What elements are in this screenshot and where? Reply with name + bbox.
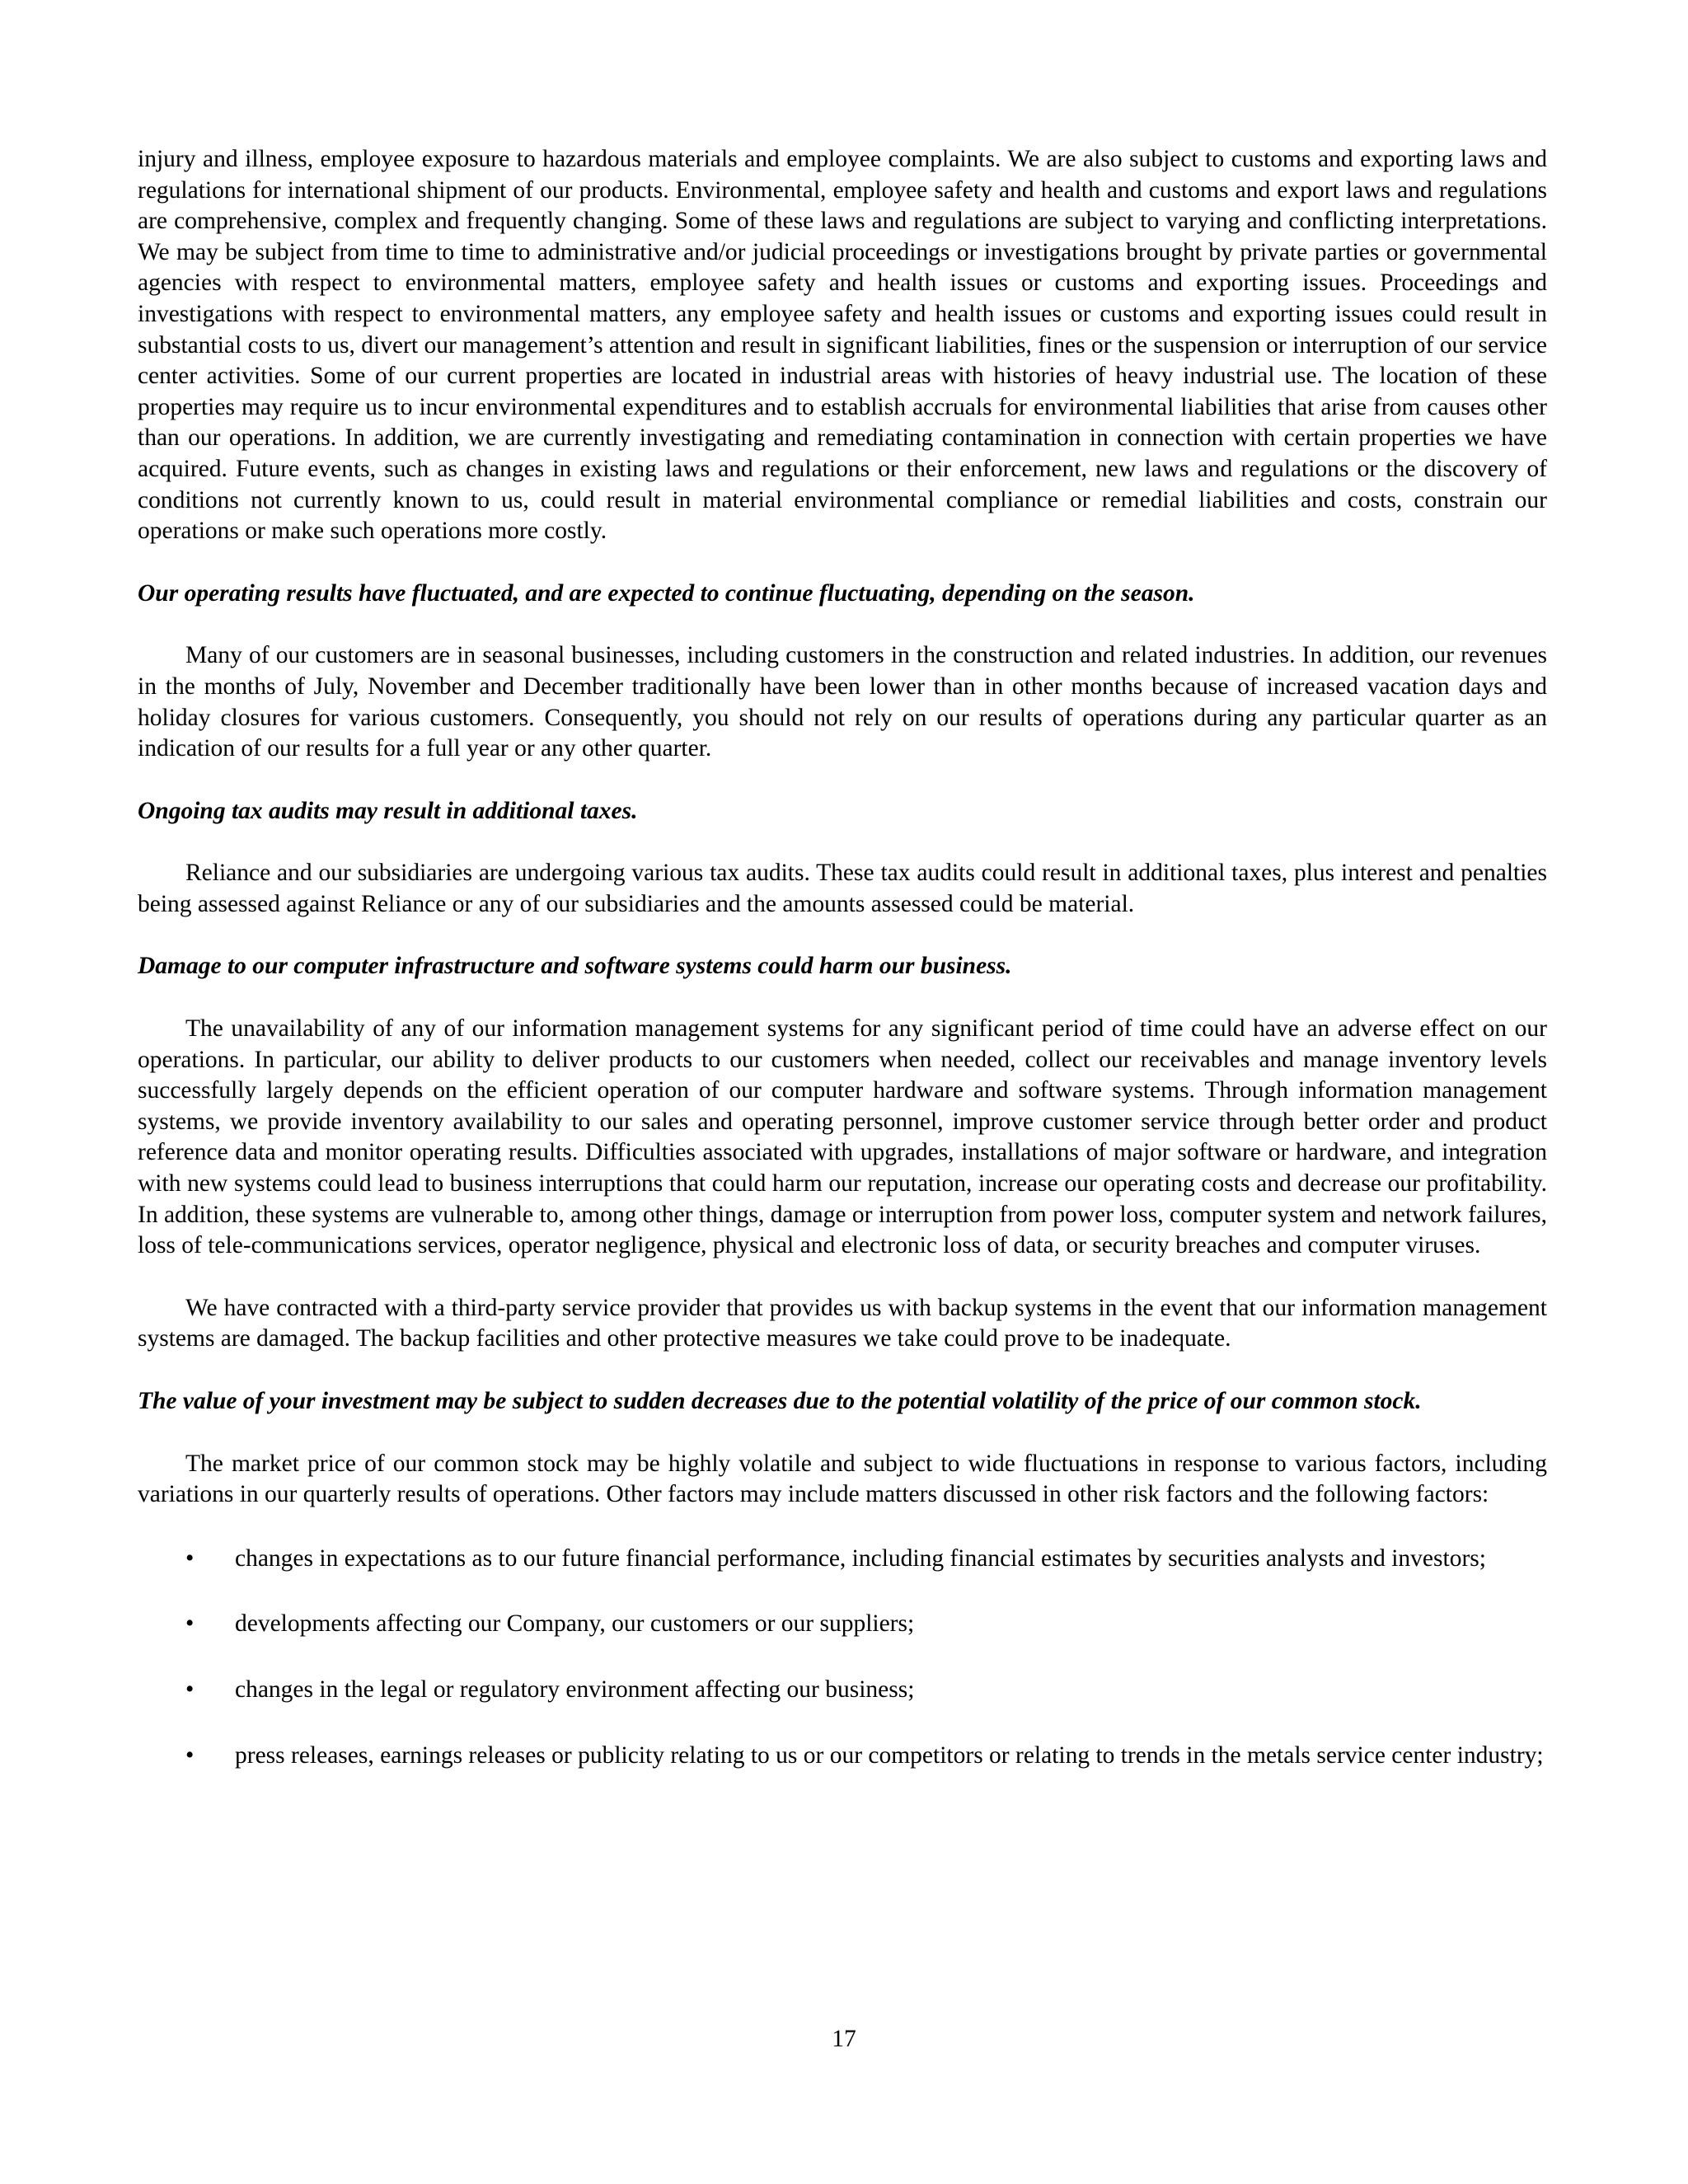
- list-item-text: changes in the legal or regulatory environment affecting our business;: [235, 1675, 915, 1703]
- heading-seasonal-results: Our operating results have fluctuated, and are expected to continue fluctuating, depending on the season.: [138, 579, 1195, 607]
- list-item: [138, 1741, 1547, 1772]
- list-item: [138, 1675, 1547, 1706]
- heading-stock-volatility: The value of your investment may be subject to sudden decreases due to the potential volatility of the price of our common stock.: [138, 1388, 1422, 1414]
- list-item-text: changes in expectations as to our future financial performance, including financial estimates by securities analysts and investors;: [235, 1544, 1486, 1572]
- heading-computer-infrastructure: Damage to our computer infrastructure and software systems could harm our business.: [138, 953, 1012, 980]
- paragraph-environmental: injury and illness, employee exposure to hazardous materials and employee complaints. We are also subject to customs and exporting laws and regulations for international shipment of our products. Environmental, employee safety and health and customs and export laws and regulations are comprehensive, complex and frequently changing. Some of these laws and regulations are subject to varying and conflicting interpretations. We may be subject from time to time to administrative and/or judicial proceedings or investigations brought by private parties or governmental agencies with respect to environmental matters, employee safety and health issues or customs and exporting issues. Proceedings and investigations with respect to environmental matters, any employee safety and health issues or customs and exporting issues could result in substantial costs to us, divert our management’s attention and result in significant liabilities, fines or the suspension or interruption of our service center activities. Some of our current properties are located in industrial areas with histories of heavy industrial use. The location of these properties may require us to incur environmental expenditures and to establish accruals for environmental liabilities that arise from causes other than our operations. In addition, we are currently investigating and remediating contamination in connection with certain properties we have acquired. Future events, such as changes in existing laws and regulations or their enforcement, new laws and regulations or the discovery of conditions not currently known to us, could result in material environmental compliance or remedial liabilities and costs, constrain our operations or make such operations more costly.: [138, 146, 1547, 545]
- list-item-text: press releases, earnings releases or publicity relating to us or our competitors or relating to trends in the metals service center industry;: [235, 1741, 1544, 1769]
- list-item: [138, 1544, 1547, 1575]
- bullet-icon: •: [185, 1675, 195, 1703]
- bullet-icon: •: [185, 1741, 195, 1769]
- factors-list: [138, 1544, 1547, 1771]
- paragraph-seasonal: Many of our customers are in seasonal businesses, including customers in the construction and related industries. In addition, our revenues in the months of July, November and December traditionally have been lower than in other months because of increased vacation days and holiday closures for various customers. Consequently, you should not rely on our results of operations during any particular quarter as an indication of our results for a full year or any other quarter.: [138, 642, 1547, 762]
- bullet-icon: •: [185, 1544, 195, 1572]
- list-item: [138, 1609, 1547, 1640]
- paragraph-tax-audits: Reliance and our subsidiaries are undergoing various tax audits. These tax audits could result in additional taxes, plus interest and penalties being assessed against Reliance or any of our subsidiaries and the amounts assessed could be material.: [138, 860, 1547, 917]
- paragraph-market-price: The market price of our common stock may be highly volatile and subject to wide fluctuations in response to various factors, including variations in our quarterly results of operations. Other factors may include matters discussed in other risk factors and the following factors:: [138, 1450, 1547, 1508]
- heading-tax-audits: Ongoing tax audits may result in additional taxes.: [138, 797, 638, 824]
- document-page: [138, 144, 1547, 1771]
- paragraph-backup-systems: We have contracted with a third-party service provider that provides us with backup systems in the event that our information management systems are damaged. The backup facilities and other protective measures we take could prove to be inadequate.: [138, 1294, 1547, 1352]
- bullet-icon: •: [185, 1610, 195, 1638]
- page-number: 17: [832, 2026, 856, 2052]
- paragraph-information-systems: The unavailability of any of our information management systems for any significant period of time could have an adverse effect on our operations. In particular, our ability to deliver products to our customers when needed, collect our receivables and manage inventory levels successfully largely depends on the efficient operation of our computer hardware and software systems. Through information management systems, we provide inventory availability to our sales and operating personnel, improve customer service through better order and product reference data and monitor operating results. Difficulties associated with upgrades, installations of major software or hardware, and integration with new systems could lead to business interruptions that could harm our reputation, increase our operating costs and decrease our profitability. In addition, these systems are vulnerable to, among other things, damage or interruption from power loss, computer system and network failures, loss of tele-communications services, operator negligence, physical and electronic loss of data, or security breaches and computer viruses.: [138, 1015, 1547, 1259]
- list-item-text: developments affecting our Company, our customers or our suppliers;: [235, 1610, 915, 1638]
